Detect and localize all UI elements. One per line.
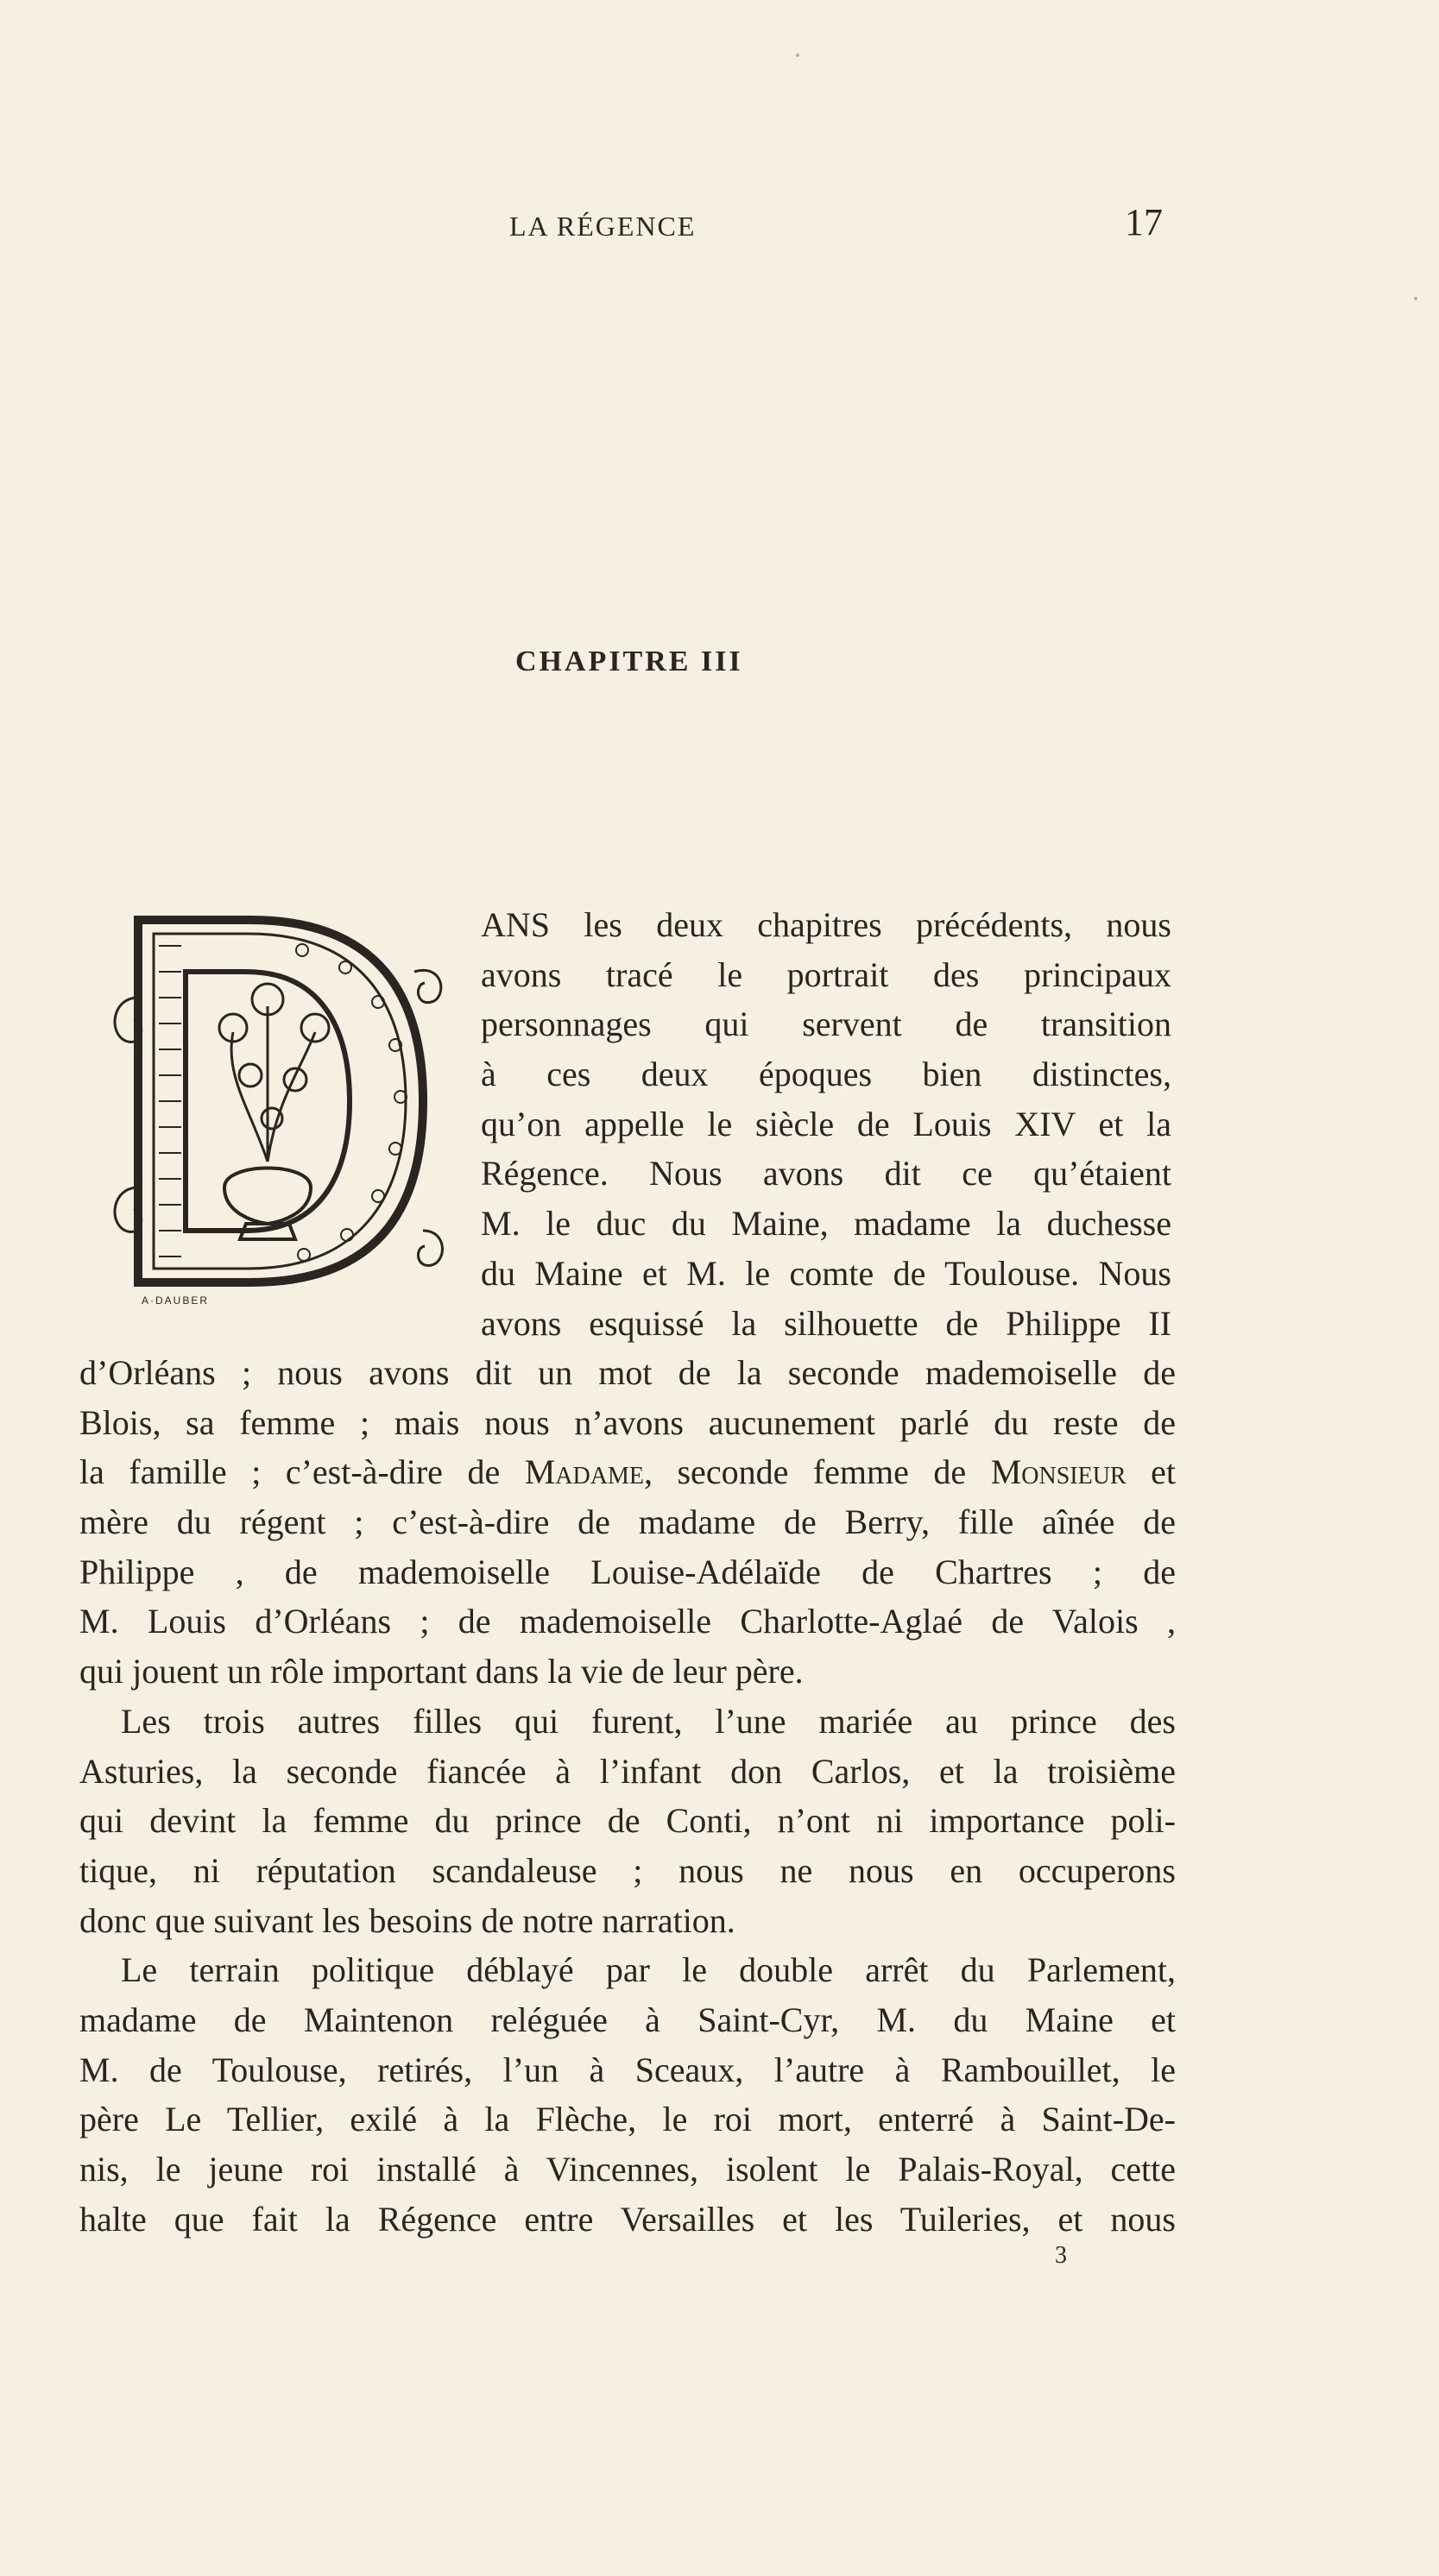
page-number: 17 — [1125, 201, 1163, 243]
text-line: du Maine et M. le comte de Toulouse. Nous — [481, 1253, 1171, 1293]
text-line: Philippe , de mademoiselle Louise-Adélaïde de Chartres ; de — [79, 1552, 1176, 1591]
text-line: qui devint la femme du prince de Conti, n’ont ni importance poli- — [79, 1801, 1176, 1841]
text-line: madame de Maintenon reléguée à Saint-Cyr, M. du Maine et — [79, 2000, 1176, 2039]
text-line: Le terrain politique déblayé par le double arrêt du Parlement, — [121, 1950, 1176, 1990]
text-line: avons tracé le portrait des principaux — [481, 954, 1171, 994]
text-line: Blois, sa femme ; mais nous n’avons aucunement parlé du reste de — [79, 1402, 1176, 1442]
text-line: nis, le jeune roi installé à Vincennes, isolent le Palais-Royal, cette — [79, 2150, 1176, 2189]
text-line: Asturies, la seconde fiancée à l’infant don Carlos, et la troisième — [79, 1751, 1176, 1791]
body-text — [79, 1348, 1176, 2244]
text-line: avons esquissé la silhouette de Philippe II — [481, 1303, 1171, 1343]
text-line: qu’on appelle le siècle de Louis XIV et la — [481, 1104, 1171, 1143]
text-line: Régence. Nous avons dit ce qu’étaient — [481, 1154, 1171, 1194]
text-line: Les trois autres filles qui furent, l’une mariée au prince des — [121, 1701, 1176, 1741]
text-line: personnages qui servent de transition — [481, 1005, 1171, 1044]
text-line: M. Louis d’Orléans ; de mademoiselle Charlotte-Aglaé de Valois , — [79, 1602, 1176, 1641]
paper-speck — [1414, 297, 1417, 300]
text-line: qui jouent un rôle important dans la vie de leur père. — [79, 1652, 804, 1691]
text-line: halte que fait la Régence entre Versailles et les Tuileries, et nous — [79, 2199, 1176, 2239]
text-line: père Le Tellier, exilé à la Flèche, le roi mort, enterré à Saint-De- — [79, 2100, 1176, 2139]
signature-mark: 3 — [1055, 2242, 1067, 2269]
text-line: ANS les deux chapitres précédents, nous — [481, 905, 1171, 944]
engraver-credit: A·DAUBER — [142, 1294, 210, 1307]
text-line: M. de Toulouse, retirés, l’un à Sceaux, l’autre à Rambouillet, le — [79, 2050, 1176, 2089]
running-title: LA RÉGENCE — [509, 211, 697, 242]
text-line: à ces deux époques bien distinctes, — [481, 1055, 1171, 1094]
text-block-beside-initial — [481, 900, 1171, 1348]
paper-speck — [796, 54, 799, 57]
text-line: la famille ; c’est-à-dire de Madame, seconde femme de Monsieur et — [79, 1452, 1176, 1492]
text-line: donc que suivant les besoins de notre narration. — [79, 1900, 735, 1940]
text-line: tique, ni réputation scandaleuse ; nous ne nous en occuperons — [79, 1850, 1176, 1890]
text-line: d’Orléans ; nous avons dit un mot de la seconde mademoiselle de — [79, 1353, 1176, 1392]
text-line: M. le duc du Maine, madame la duchesse — [481, 1204, 1171, 1244]
chapter-title: CHAPITRE III — [515, 646, 743, 677]
text-line: mère du régent ; c’est-à-dire de madame de Berry, fille aînée de — [79, 1502, 1176, 1542]
ornamental-initial-d-icon — [104, 903, 449, 1300]
